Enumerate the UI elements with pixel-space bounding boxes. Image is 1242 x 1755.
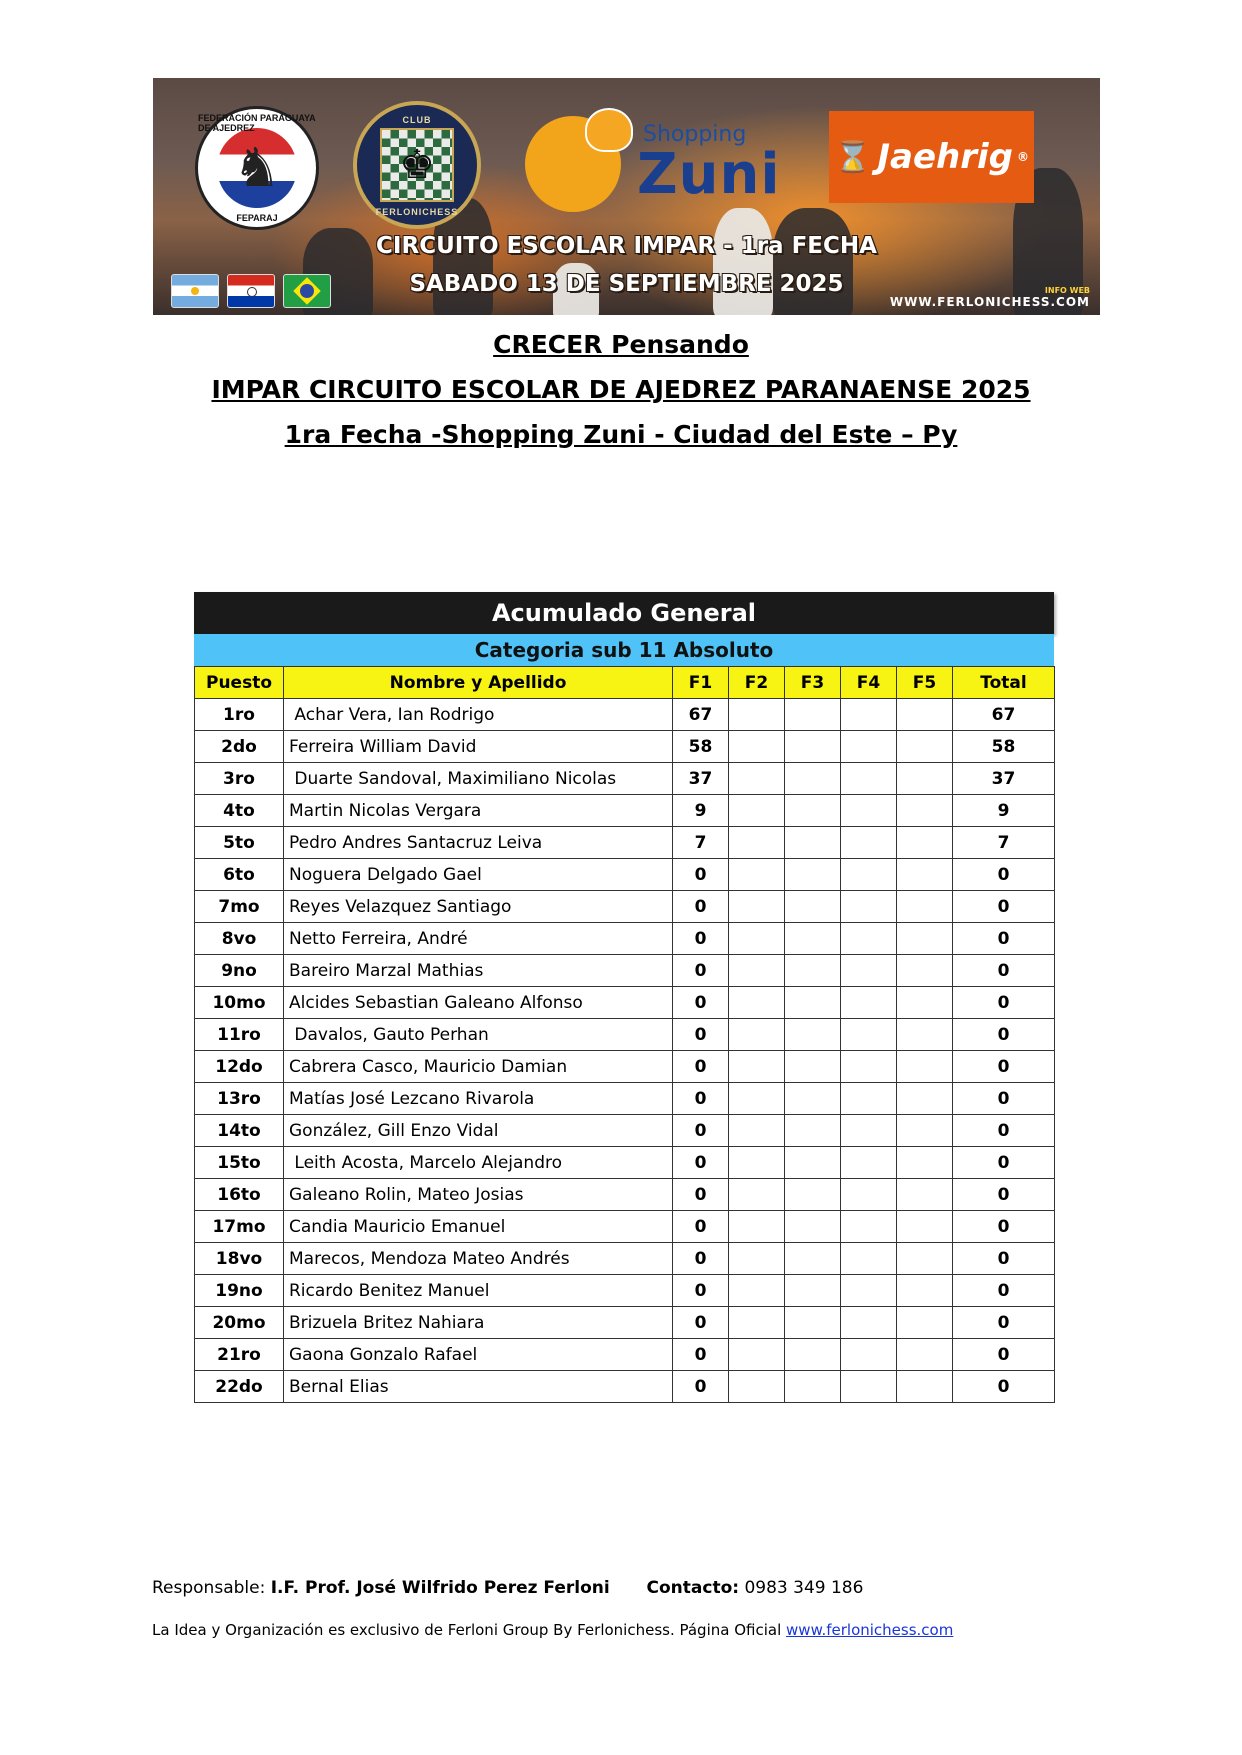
- cell-f2: [729, 955, 785, 987]
- registered-mark-icon: ®: [1016, 150, 1029, 164]
- table-row: [195, 1019, 1055, 1051]
- official-site-link[interactable]: www.ferlonichess.com: [786, 1621, 954, 1639]
- cell-total: 37: [953, 763, 1055, 795]
- cell-f5: [897, 987, 953, 1019]
- cell-f3: [785, 1051, 841, 1083]
- cell-f4: [841, 1371, 897, 1403]
- cell-nombre: Duarte Sandoval, Maximiliano Nicolas: [284, 763, 673, 795]
- cell-f5: [897, 1307, 953, 1339]
- cell-puesto: 8vo: [195, 923, 284, 955]
- cell-f1: 0: [673, 1243, 729, 1275]
- cell-f5: [897, 1051, 953, 1083]
- cell-f2: [729, 1019, 785, 1051]
- cell-f1: 0: [673, 1339, 729, 1371]
- header-f4: F4: [841, 667, 897, 699]
- cell-f2: [729, 795, 785, 827]
- cell-total: 7: [953, 827, 1055, 859]
- cell-total: 0: [953, 987, 1055, 1019]
- feparaj-logo-ring-text: FEDERACIÓN PARAGUAYA DE AJEDREZ: [198, 113, 316, 133]
- header-total: Total: [953, 667, 1055, 699]
- cell-f2: [729, 1339, 785, 1371]
- cell-total: 0: [953, 1371, 1055, 1403]
- table-row: [195, 923, 1055, 955]
- cell-puesto: 16to: [195, 1179, 284, 1211]
- header-f3: F3: [785, 667, 841, 699]
- cell-f5: [897, 1243, 953, 1275]
- table-row: [195, 1083, 1055, 1115]
- event-banner: [153, 78, 1100, 315]
- cell-f4: [841, 1339, 897, 1371]
- cell-f2: [729, 1147, 785, 1179]
- cell-f2: [729, 891, 785, 923]
- cell-nombre: Alcides Sebastian Galeano Alfonso: [284, 987, 673, 1019]
- doc-title-2: IMPAR CIRCUITO ESCOLAR DE AJEDREZ PARANAENSE 2025: [211, 375, 1031, 404]
- cell-f2: [729, 1211, 785, 1243]
- cell-nombre: Candia Mauricio Emanuel: [284, 1211, 673, 1243]
- cell-f3: [785, 859, 841, 891]
- cell-f1: 0: [673, 1307, 729, 1339]
- cell-f3: [785, 763, 841, 795]
- cell-f1: 0: [673, 1115, 729, 1147]
- cell-f3: [785, 1371, 841, 1403]
- cell-f4: [841, 1019, 897, 1051]
- chess-piece-graphic: [713, 208, 773, 315]
- cell-nombre: Reyes Velazquez Santiago: [284, 891, 673, 923]
- cell-f5: [897, 1115, 953, 1147]
- cell-nombre: Pedro Andres Santacruz Leiva: [284, 827, 673, 859]
- cell-puesto: 12do: [195, 1051, 284, 1083]
- cell-f1: 0: [673, 1179, 729, 1211]
- cell-f3: [785, 1083, 841, 1115]
- cell-total: 0: [953, 955, 1055, 987]
- cell-f4: [841, 731, 897, 763]
- cell-f4: [841, 1147, 897, 1179]
- cell-f3: [785, 699, 841, 731]
- cell-puesto: 3ro: [195, 763, 284, 795]
- footer-responsable: [152, 1578, 863, 1598]
- cell-f1: 37: [673, 763, 729, 795]
- cell-f5: [897, 1179, 953, 1211]
- header-f5: F5: [897, 667, 953, 699]
- cell-f3: [785, 1147, 841, 1179]
- feparaj-logo: [195, 106, 319, 230]
- cell-f2: [729, 1243, 785, 1275]
- cell-total: 0: [953, 923, 1055, 955]
- cell-f3: [785, 1275, 841, 1307]
- cell-nombre: González, Gill Enzo Vidal: [284, 1115, 673, 1147]
- zuni-label: Zuni: [637, 142, 781, 207]
- standings-table: [194, 592, 1054, 1403]
- cell-f4: [841, 923, 897, 955]
- cell-f2: [729, 859, 785, 891]
- cell-puesto: 1ro: [195, 699, 284, 731]
- chess-king-icon: ♚: [399, 143, 435, 187]
- cell-f5: [897, 731, 953, 763]
- flags-row: [171, 274, 331, 308]
- cell-f3: [785, 731, 841, 763]
- cell-f2: [729, 699, 785, 731]
- shopping-zuni-logo: [525, 108, 785, 218]
- cell-total: 0: [953, 1051, 1055, 1083]
- cell-nombre: Brizuela Britez Nahiara: [284, 1307, 673, 1339]
- cell-f5: [897, 1275, 953, 1307]
- cell-puesto: 10mo: [195, 987, 284, 1019]
- cell-f3: [785, 1115, 841, 1147]
- brazil-flag-icon: [283, 274, 331, 308]
- cell-nombre: Achar Vera, Ian Rodrigo: [284, 699, 673, 731]
- cell-f4: [841, 1115, 897, 1147]
- cell-nombre: Marecos, Mendoza Mateo Andrés: [284, 1243, 673, 1275]
- table-row: [195, 1115, 1055, 1147]
- ferlonichess-club-logo: [353, 101, 481, 229]
- sun-leaf-icon: [585, 108, 633, 152]
- responsable-name: I.F. Prof. José Wilfrido Perez Ferloni: [270, 1578, 610, 1598]
- cell-puesto: 15to: [195, 1147, 284, 1179]
- jaehrig-label: Jaehrig: [877, 137, 1013, 177]
- cell-f3: [785, 987, 841, 1019]
- cell-f1: 0: [673, 1275, 729, 1307]
- cell-nombre: Ricardo Benitez Manuel: [284, 1275, 673, 1307]
- table-row: [195, 1051, 1055, 1083]
- cell-f1: 0: [673, 1371, 729, 1403]
- cell-f5: [897, 1339, 953, 1371]
- cell-puesto: 2do: [195, 731, 284, 763]
- cell-total: 58: [953, 731, 1055, 763]
- cell-f1: 0: [673, 891, 729, 923]
- header-nombre: Nombre y Apellido: [284, 667, 673, 699]
- cell-f1: 0: [673, 1211, 729, 1243]
- results-table: [194, 666, 1055, 1403]
- cell-f4: [841, 1243, 897, 1275]
- club-logo-top-text: CLUB: [402, 115, 432, 125]
- table-row: [195, 795, 1055, 827]
- cell-puesto: 11ro: [195, 1019, 284, 1051]
- table-header-row: [195, 667, 1055, 699]
- table-row: [195, 1371, 1055, 1403]
- cell-total: 0: [953, 859, 1055, 891]
- cell-nombre: Leith Acosta, Marcelo Alejandro: [284, 1147, 673, 1179]
- cell-f3: [785, 827, 841, 859]
- cell-f3: [785, 1179, 841, 1211]
- cell-total: 0: [953, 1307, 1055, 1339]
- cell-nombre: Bareiro Marzal Mathias: [284, 955, 673, 987]
- table-row: [195, 1275, 1055, 1307]
- contacto-value: 0983 349 186: [744, 1578, 864, 1598]
- cell-total: 0: [953, 1211, 1055, 1243]
- cell-f4: [841, 699, 897, 731]
- cell-f5: [897, 795, 953, 827]
- table-row: [195, 763, 1055, 795]
- cell-f3: [785, 1211, 841, 1243]
- cell-total: 0: [953, 1083, 1055, 1115]
- cell-puesto: 21ro: [195, 1339, 284, 1371]
- doc-title-3: 1ra Fecha -Shopping Zuni - Ciudad del Este – Py: [284, 420, 958, 449]
- cell-total: 9: [953, 795, 1055, 827]
- cell-f5: [897, 891, 953, 923]
- cell-f2: [729, 1275, 785, 1307]
- cell-f5: [897, 1019, 953, 1051]
- cell-f2: [729, 1083, 785, 1115]
- cell-f1: 0: [673, 859, 729, 891]
- cell-nombre: Davalos, Gauto Perhan: [284, 1019, 673, 1051]
- cell-puesto: 22do: [195, 1371, 284, 1403]
- cell-nombre: Bernal Elias: [284, 1371, 673, 1403]
- shopping-label: Shopping: [643, 122, 747, 147]
- cell-nombre: Cabrera Casco, Mauricio Damian: [284, 1051, 673, 1083]
- cell-total: 67: [953, 699, 1055, 731]
- cell-f2: [729, 1371, 785, 1403]
- cell-puesto: 17mo: [195, 1211, 284, 1243]
- cell-f4: [841, 795, 897, 827]
- cell-f3: [785, 1019, 841, 1051]
- cell-f4: [841, 1307, 897, 1339]
- cell-total: 0: [953, 1275, 1055, 1307]
- cell-f5: [897, 1147, 953, 1179]
- table-row: [195, 1307, 1055, 1339]
- table-row: [195, 1147, 1055, 1179]
- cell-f1: 7: [673, 827, 729, 859]
- cell-nombre: Noguera Delgado Gael: [284, 859, 673, 891]
- cell-f1: 0: [673, 987, 729, 1019]
- cell-f1: 0: [673, 1051, 729, 1083]
- responsable-label: Responsable:: [152, 1578, 266, 1598]
- web-info-url: WWW.FERLONICHESS.COM: [889, 295, 1090, 309]
- cell-f4: [841, 1083, 897, 1115]
- cell-nombre: Matías José Lezcano Rivarola: [284, 1083, 673, 1115]
- cell-f2: [729, 827, 785, 859]
- table-row: [195, 699, 1055, 731]
- cell-f5: [897, 859, 953, 891]
- club-logo-bottom-text: FERLONICHESS: [375, 207, 459, 217]
- cell-f5: [897, 827, 953, 859]
- cell-f4: [841, 1179, 897, 1211]
- cell-total: 0: [953, 891, 1055, 923]
- cell-total: 0: [953, 1243, 1055, 1275]
- cell-f1: 67: [673, 699, 729, 731]
- table-row: [195, 1243, 1055, 1275]
- table-title: Acumulado General: [194, 592, 1054, 634]
- cell-f1: 9: [673, 795, 729, 827]
- paraguay-flag-icon: [227, 274, 275, 308]
- cell-f5: [897, 1371, 953, 1403]
- cell-f3: [785, 923, 841, 955]
- cell-total: 0: [953, 1147, 1055, 1179]
- chess-piece-graphic: [773, 208, 853, 315]
- cell-f2: [729, 923, 785, 955]
- cell-f2: [729, 1307, 785, 1339]
- cell-f5: [897, 1083, 953, 1115]
- argentina-flag-icon: [171, 274, 219, 308]
- header-puesto: Puesto: [195, 667, 284, 699]
- cell-f4: [841, 763, 897, 795]
- cell-f4: [841, 891, 897, 923]
- cell-f5: [897, 1211, 953, 1243]
- cell-puesto: 20mo: [195, 1307, 284, 1339]
- cell-f2: [729, 763, 785, 795]
- table-row: [195, 859, 1055, 891]
- cell-puesto: 7mo: [195, 891, 284, 923]
- organizacion-text: La Idea y Organización es exclusivo de Ferloni Group By Ferlonichess. Página Oficial: [152, 1621, 782, 1639]
- table-row: [195, 1211, 1055, 1243]
- cell-f4: [841, 1211, 897, 1243]
- header-f2: F2: [729, 667, 785, 699]
- contacto-label: Contacto:: [646, 1578, 740, 1598]
- cell-f2: [729, 987, 785, 1019]
- cell-f4: [841, 955, 897, 987]
- cell-f4: [841, 827, 897, 859]
- cell-f3: [785, 955, 841, 987]
- table-row: [195, 987, 1055, 1019]
- cell-f3: [785, 891, 841, 923]
- cell-f1: 0: [673, 923, 729, 955]
- cell-puesto: 9no: [195, 955, 284, 987]
- cell-f1: 0: [673, 1147, 729, 1179]
- doc-title-1: CRECER Pensando: [493, 330, 749, 359]
- cell-puesto: 14to: [195, 1115, 284, 1147]
- cell-f5: [897, 699, 953, 731]
- cell-f2: [729, 1051, 785, 1083]
- cell-f5: [897, 955, 953, 987]
- cell-f2: [729, 731, 785, 763]
- cell-f3: [785, 1307, 841, 1339]
- cell-f1: 0: [673, 955, 729, 987]
- cell-total: 0: [953, 1179, 1055, 1211]
- jaehrig-logo: [829, 111, 1034, 203]
- cell-f1: 0: [673, 1019, 729, 1051]
- banner-web-info: [890, 286, 1090, 309]
- banner-event-date: SABADO 13 DE SEPTIEMBRE 2025: [409, 271, 844, 297]
- cell-f4: [841, 987, 897, 1019]
- cell-total: 0: [953, 1115, 1055, 1147]
- cell-f4: [841, 1275, 897, 1307]
- cell-puesto: 13ro: [195, 1083, 284, 1115]
- cell-puesto: 5to: [195, 827, 284, 859]
- cell-f1: 0: [673, 1083, 729, 1115]
- table-row: [195, 1339, 1055, 1371]
- cell-puesto: 18vo: [195, 1243, 284, 1275]
- table-row: [195, 827, 1055, 859]
- feparaj-logo-abbr: FEPARAJ: [236, 213, 278, 223]
- cell-puesto: 19no: [195, 1275, 284, 1307]
- cell-f5: [897, 923, 953, 955]
- cell-nombre: Netto Ferreira, André: [284, 923, 673, 955]
- cell-f4: [841, 859, 897, 891]
- cell-f2: [729, 1179, 785, 1211]
- web-info-label: INFO WEB: [1044, 286, 1090, 295]
- cell-f2: [729, 1115, 785, 1147]
- cell-f3: [785, 1243, 841, 1275]
- cell-f4: [841, 1051, 897, 1083]
- cell-f3: [785, 795, 841, 827]
- table-row: [195, 731, 1055, 763]
- table-row: [195, 955, 1055, 987]
- cell-puesto: 6to: [195, 859, 284, 891]
- cell-nombre: Gaona Gonzalo Rafael: [284, 1339, 673, 1371]
- cell-nombre: Galeano Rolin, Mateo Josias: [284, 1179, 673, 1211]
- cell-nombre: Ferreira William David: [284, 731, 673, 763]
- table-row: [195, 891, 1055, 923]
- cell-nombre: Martin Nicolas Vergara: [284, 795, 673, 827]
- cell-f1: 58: [673, 731, 729, 763]
- chess-knight-icon: ♞: [232, 138, 282, 198]
- header-f1: F1: [673, 667, 729, 699]
- cell-total: 0: [953, 1339, 1055, 1371]
- hourglass-icon: ⌛: [834, 139, 872, 175]
- cell-f5: [897, 763, 953, 795]
- cell-total: 0: [953, 1019, 1055, 1051]
- table-row: [195, 1179, 1055, 1211]
- cell-f3: [785, 1339, 841, 1371]
- banner-event-title: CIRCUITO ESCOLAR IMPAR - 1ra FECHA: [376, 233, 877, 259]
- cell-puesto: 4to: [195, 795, 284, 827]
- footer-organizacion: [152, 1621, 953, 1639]
- table-category: Categoria sub 11 Absoluto: [194, 634, 1054, 666]
